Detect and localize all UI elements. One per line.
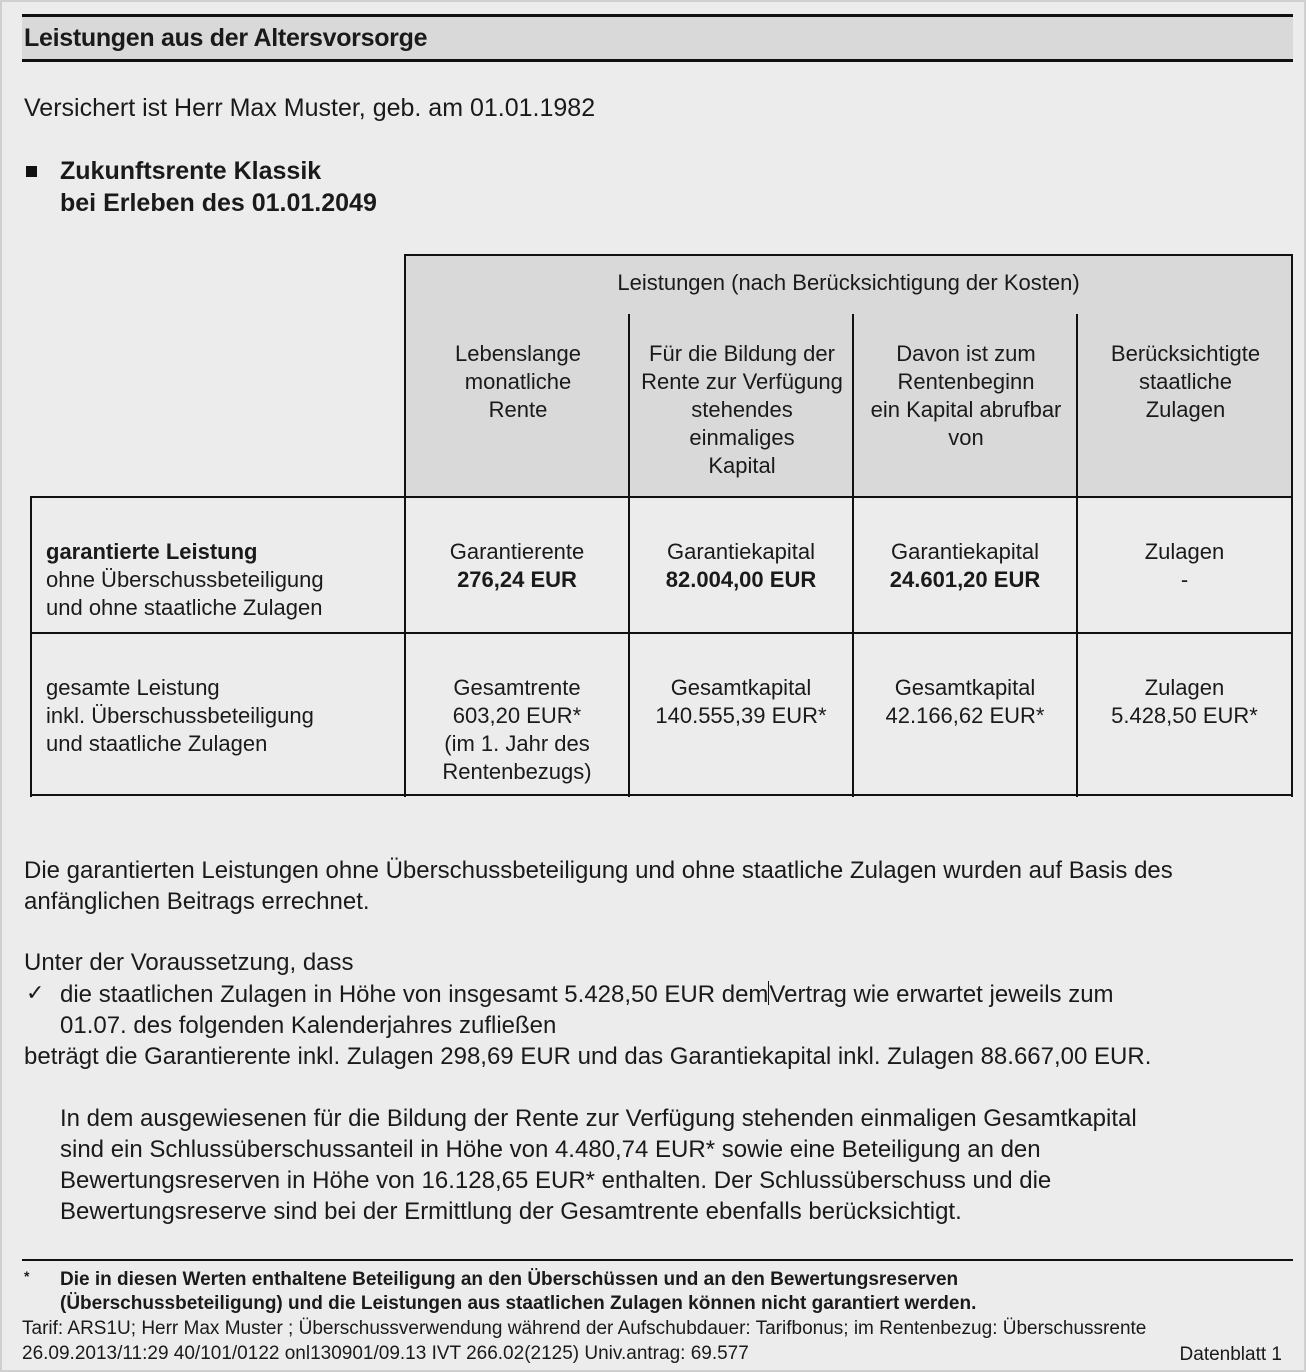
checkmark-icon: ✓ xyxy=(26,980,45,1005)
row-label-line: und ohne staatliche Zulagen xyxy=(46,595,323,620)
column-header-line: monatliche xyxy=(464,369,572,394)
paragraph-line: Bewertungsreserve sind bei der Ermittlung der Gesamtrente ebenfalls berücksichtigt. xyxy=(60,1198,962,1225)
footnote-line: (Überschussbeteiligung) und die Leistungen aus staatlichen Zulagen können nicht garantiert werden. xyxy=(60,1293,977,1314)
row-label-total xyxy=(46,674,314,758)
column-header-line: staatliche xyxy=(1139,369,1232,394)
footnote-marker: * xyxy=(24,1268,30,1284)
condition-item xyxy=(60,979,1114,1041)
capital-paragraph xyxy=(60,1103,1137,1227)
column-header-line: Rente xyxy=(488,397,548,422)
cell-total-withdrawable xyxy=(854,674,1076,730)
row-label-line: gesamte Leistung xyxy=(46,675,220,700)
column-header-line: Rentenbeginn xyxy=(897,369,1035,394)
page-label: Datenblatt 1 xyxy=(1179,1344,1282,1365)
product-subtitle: bei Erleben des 01.01.2049 xyxy=(60,189,377,217)
cell-note: Rentenbezugs) xyxy=(442,759,592,784)
column-header-line: stehendes xyxy=(691,397,793,422)
cell-caption: Zulagen xyxy=(1144,539,1225,564)
row-label-line: inkl. Überschussbeteiligung xyxy=(46,703,314,728)
cell-caption: Zulagen xyxy=(1144,675,1225,700)
cell-caption: Garantiekapital xyxy=(891,539,1039,564)
table-divider xyxy=(30,496,32,797)
cell-total-capital xyxy=(630,674,852,730)
cell-value: 140.555,39 EUR* xyxy=(655,703,827,728)
column-header-line: von xyxy=(948,425,984,450)
column-header-line: Kapital xyxy=(708,453,776,478)
column-header-subsidies xyxy=(1078,314,1293,499)
document-id-line: 26.09.2013/11:29 40/101/0122 onl130901/09.13 IVT 266.02(2125) Univ.antrag: 69.577 xyxy=(22,1343,749,1364)
footnote-line: Die in diesen Werten enthaltene Beteiligung an den Überschüssen und an den Bewertungsreserven xyxy=(60,1269,959,1290)
cell-value: - xyxy=(1180,567,1189,592)
cell-note: (im 1. Jahr des xyxy=(444,731,590,756)
cell-total-subsidies xyxy=(1078,674,1291,730)
column-header-line: Davon ist zum xyxy=(896,341,1036,366)
cell-guaranteed-pension xyxy=(406,538,628,594)
cell-caption: Garantiekapital xyxy=(667,539,815,564)
table-divider xyxy=(1291,254,1293,797)
section-title: Leistungen aus der Altersvorsorge xyxy=(24,24,428,52)
condition-line xyxy=(60,979,1114,1010)
table-super-header: Leistungen (nach Berücksichtigung der Kosten) xyxy=(617,270,1080,295)
paragraph-line: sind ein Schlussüberschussanteil in Höhe von 4.480,74 EUR* sowie eine Beteiligung an den xyxy=(60,1136,1041,1163)
cell-caption: Gesamtkapital xyxy=(670,675,812,700)
cell-caption: Gesamtkapital xyxy=(894,675,1036,700)
column-header-line: Lebenslange xyxy=(454,341,581,366)
cell-value: 42.166,62 EUR* xyxy=(885,703,1045,728)
row-label-line: ohne Überschussbeteiligung xyxy=(46,567,324,592)
column-header-line: ein Kapital abrufbar xyxy=(870,397,1062,422)
footnote-divider xyxy=(22,1259,1293,1261)
footnote-text xyxy=(60,1268,976,1316)
insured-person-line: Versichert ist Herr Max Muster, geb. am 01.01.1982 xyxy=(24,94,596,122)
result-line: beträgt die Garantierente inkl. Zulagen 298,69 EUR und das Garantiekapital inkl. Zulagen 88.667,00 EUR. xyxy=(24,1043,1152,1070)
column-header-line: Für die Bildung der xyxy=(649,341,835,366)
paragraph-line: Bewertungsreserven in Höhe von 16.128,65 EUR* enthalten. Der Schlussüberschuss und die xyxy=(60,1167,1052,1194)
column-header-line: Zulagen xyxy=(1145,397,1226,422)
cell-value: 82.004,00 EUR xyxy=(665,567,817,592)
column-header-line: einmaliges xyxy=(689,425,795,450)
benefits-table-header xyxy=(404,254,1293,497)
column-header-capital xyxy=(630,314,854,499)
table-divider xyxy=(30,632,1293,634)
paragraph-line: Die garantierten Leistungen ohne Überschussbeteiligung und ohne staatliche Zulagen wurden auf Basis des xyxy=(24,857,1173,884)
column-header-line: Berücksichtigte xyxy=(1110,341,1261,366)
table-divider xyxy=(30,496,1293,498)
condition-line: 01.07. des folgenden Kalenderjahres zufließen xyxy=(60,1012,557,1039)
cell-value: 24.601,20 EUR xyxy=(889,567,1041,592)
column-header-monthly-pension xyxy=(406,314,630,499)
cell-value: 603,20 EUR* xyxy=(452,703,582,728)
product-name: Zukunftsrente Klassik xyxy=(60,157,322,185)
cell-guaranteed-subsidies xyxy=(1078,538,1291,594)
column-header-withdrawable-capital xyxy=(854,314,1078,499)
tariff-line: Tarif: ARS1U; Herr Max Muster ; Überschussverwendung während der Aufschubdauer: Tarifbonus; im Rentenbezug: Überschussrente xyxy=(22,1318,1147,1339)
cell-guaranteed-capital xyxy=(630,538,852,594)
cell-guaranteed-withdrawable xyxy=(854,538,1076,594)
cell-caption: Gesamtrente xyxy=(453,675,581,700)
row-label-line: und staatliche Zulagen xyxy=(46,731,268,756)
condition-text: die staatlichen Zulagen in Höhe von insgesamt 5.428,50 EUR dem xyxy=(60,981,769,1008)
condition-intro: Unter der Voraussetzung, dass xyxy=(24,949,354,976)
table-divider xyxy=(30,794,1293,796)
condition-text: Vertrag wie erwartet jeweils zum xyxy=(769,981,1114,1008)
row-label-guaranteed xyxy=(46,538,324,622)
row-label-title: garantierte Leistung xyxy=(46,539,258,564)
bullet-square-icon xyxy=(26,166,37,177)
cell-value: 276,24 EUR xyxy=(457,567,577,592)
cell-value: 5.428,50 EUR* xyxy=(1111,703,1258,728)
cell-total-pension xyxy=(406,674,628,786)
basis-paragraph xyxy=(24,855,1173,917)
product-heading xyxy=(60,155,377,219)
paragraph-line: anfänglichen Beitrags errechnet. xyxy=(24,888,370,915)
section-title-bar xyxy=(22,14,1293,62)
column-header-line: Rente zur Verfügung xyxy=(641,369,843,394)
paragraph-line: In dem ausgewiesenen für die Bildung der Rente zur Verfügung stehenden einmaligen Gesamtkapital xyxy=(60,1105,1137,1132)
cell-caption: Garantierente xyxy=(449,539,585,564)
